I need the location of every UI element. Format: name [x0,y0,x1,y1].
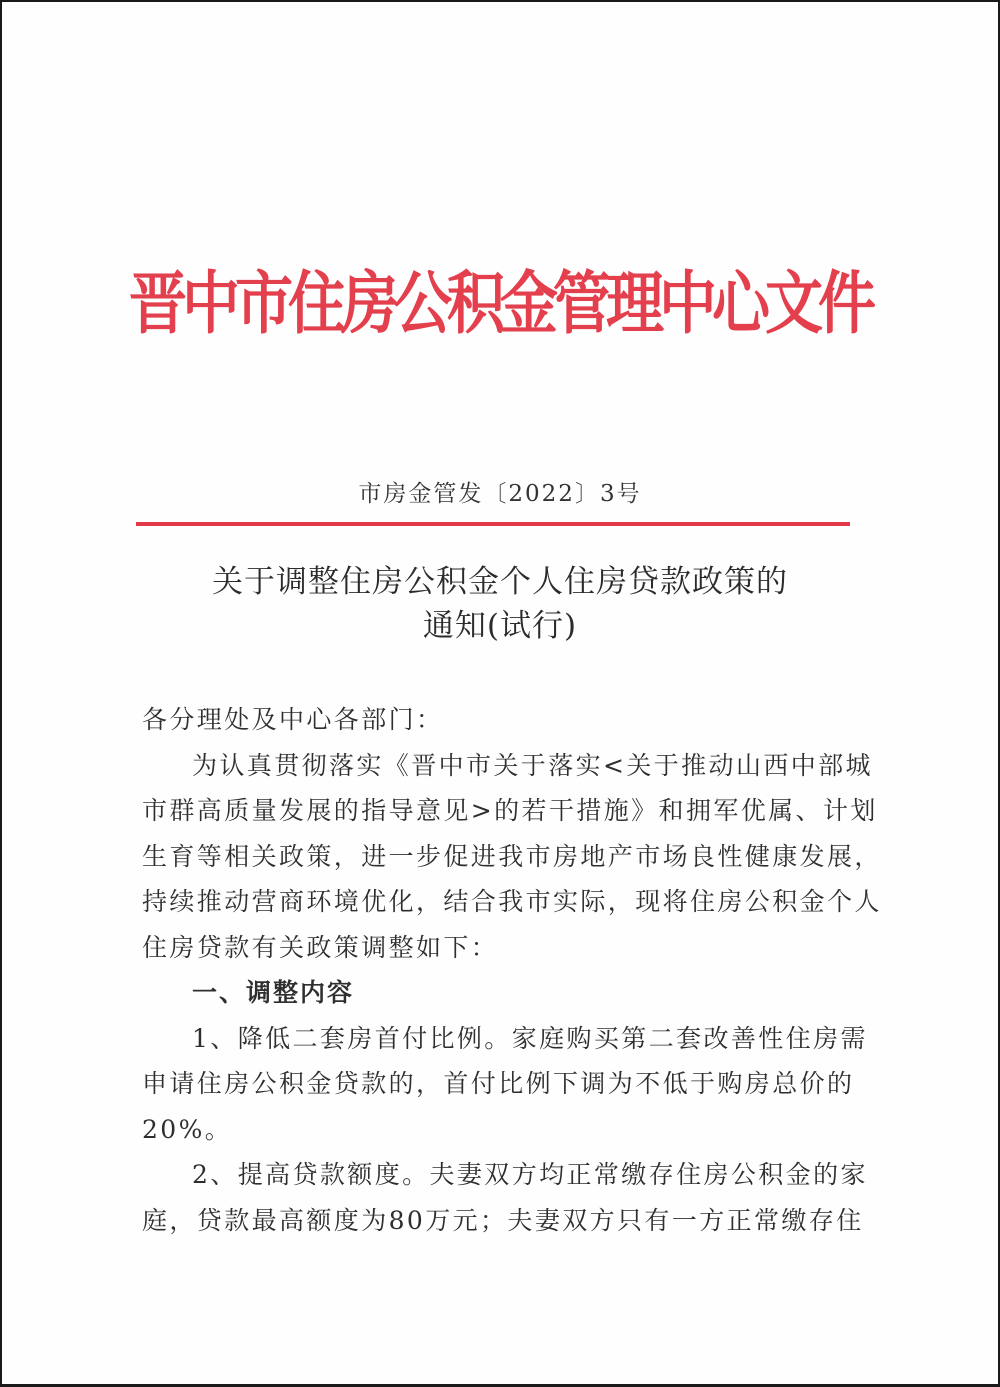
item-2-line: 庭，贷款最高额度为80万元；夫妻双方只有一方正常缴存住 [142,1205,864,1235]
item-2-line: 2、提高贷款额度。夫妻双方均正常缴存住房公积金的家 [192,1160,868,1189]
document-number: 市房金管发〔2022〕3号 [358,481,642,507]
item-1-line: 1、降低二套房首付比例。家庭购买第二套改善性住房需 [192,1023,868,1053]
scan-border-top [0,0,1000,2]
section-heading-adjustments: 一、调整内容 [192,978,355,1007]
salutation-text: 各分理处及中心各部门： [142,705,444,734]
item-2-paragraph [142,1152,868,1243]
item-1-paragraph [142,1016,868,1153]
scan-border-left [0,0,2,1387]
intro-line: 生育等相关政策，进一步促进我市房地产市场良性健康发展， [142,841,882,871]
notice-title-line-2: 通知(试行) [422,608,578,644]
item-1-line: 20%。 [142,1114,233,1144]
intro-line: 为认真贯彻落实《晋中市关于落实<关于推动山西中部城 [192,750,873,780]
red-header-title: 晋中市住房公积金管理中心文件 [128,263,871,344]
intro-paragraph [142,743,882,971]
red-divider-line [136,522,850,526]
intro-line: 持续推动营商环境优化，结合我市实际，现将住房公积金个人 [142,887,882,916]
intro-line: 市群高质量发展的指导意见>的若干措施》和拥军优属、计划 [142,796,878,825]
notice-title [130,560,870,648]
intro-line: 住房贷款有关政策调整如下： [142,932,499,962]
item-1-line: 申请住房公积金贷款的，首付比例下调为不低于购房总价的 [142,1069,855,1098]
salutation [142,697,854,743]
notice-title-line-1: 关于调整住房公积金个人住房贷款政策的 [212,564,788,600]
document-body [142,697,882,1243]
